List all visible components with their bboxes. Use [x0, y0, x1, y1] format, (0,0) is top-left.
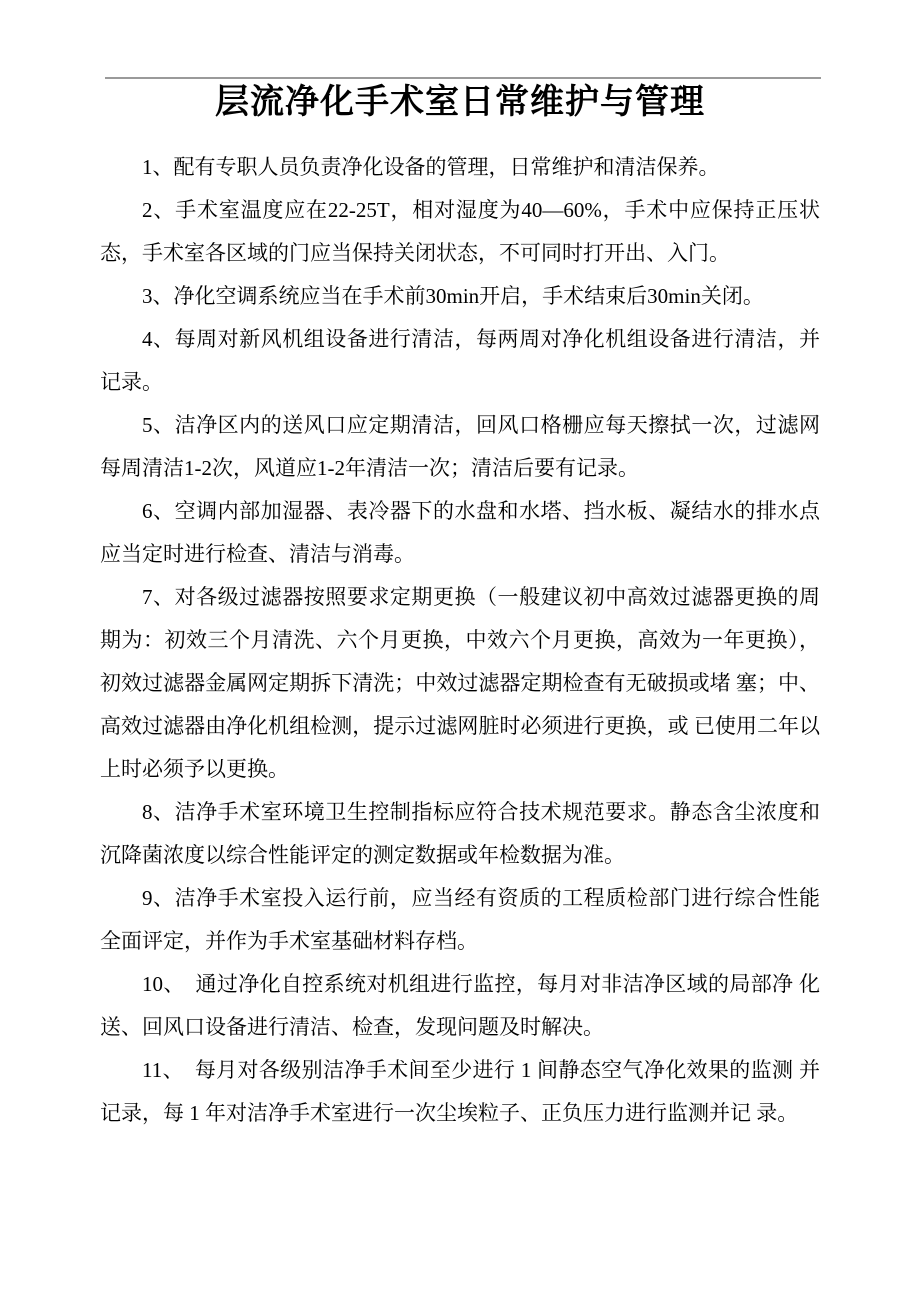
document-title: 层流净化手术室日常维护与管理 [215, 83, 705, 121]
maintenance-item-8: 8、洁净手术室环境卫生控制指标应符合技术规范要求。静态含尘浓度和沉降菌浓度以综合性能评定的测定数据或年检数据为准。 [100, 800, 820, 867]
maintenance-item-2: 2、手术室温度应在22-25T，相对湿度为40—60%，手术中应保持正压状态，手术室各区域的门应当保持关闭状态，不可同时打开出、入门。 [100, 198, 820, 265]
maintenance-item-1: 1、配有专职人员负责净化设备的管理，日常维护和清洁保养。 [142, 155, 720, 179]
maintenance-item-10: 10、 通过净化自控系统对机组进行监控，每月对非洁净区域的局部净 化送、回风口设备进行清洁、检查，发现问题及时解决。 [100, 972, 820, 1039]
maintenance-item-7: 7、对各级过滤器按照要求定期更换（一般建议初中高效过滤器更换的周期为：初效三个月清洗、六个月更换，中效六个月更换，高效为一年更换），初效过滤器金属网定期拆下清洗；中效过滤器定期检查有无破损或堵 塞；中、高效过滤器由净化机组检测，提示过滤网脏时必须进行更换，或 已使用二年以上时必须予以更换。 [100, 585, 820, 781]
maintenance-item-6: 6、空调内部加湿器、表冷器下的水盘和水塔、挡水板、凝结水的排水点应当定时进行检查、清洁与消毒。 [100, 499, 820, 566]
maintenance-item-5: 5、洁净区内的送风口应定期清洁，回风口格栅应每天擦拭一次，过滤网每周清洁1-2次，风道应1-2年清洁一次；清洁后要有记录。 [100, 413, 820, 480]
maintenance-item-4: 4、每周对新风机组设备进行清洁，每两周对净化机组设备进行清洁，并记录。 [100, 327, 820, 394]
maintenance-item-11: 11、 每月对各级别洁净手术间至少进行 1 间静态空气净化效果的监测 并记录，每 1 年对洁净手术室进行一次尘埃粒子、正负压力进行监测并记 录。 [100, 1058, 820, 1125]
document-content [100, 80, 820, 1135]
title-divider [105, 77, 821, 79]
maintenance-item-9: 9、洁净手术室投入运行前，应当经有资质的工程质检部门进行综合性能全面评定，并作为手术室基础材料存档。 [100, 886, 820, 953]
maintenance-item-3: 3、净化空调系统应当在手术前30min开启，手术结束后30min关闭。 [142, 284, 764, 308]
